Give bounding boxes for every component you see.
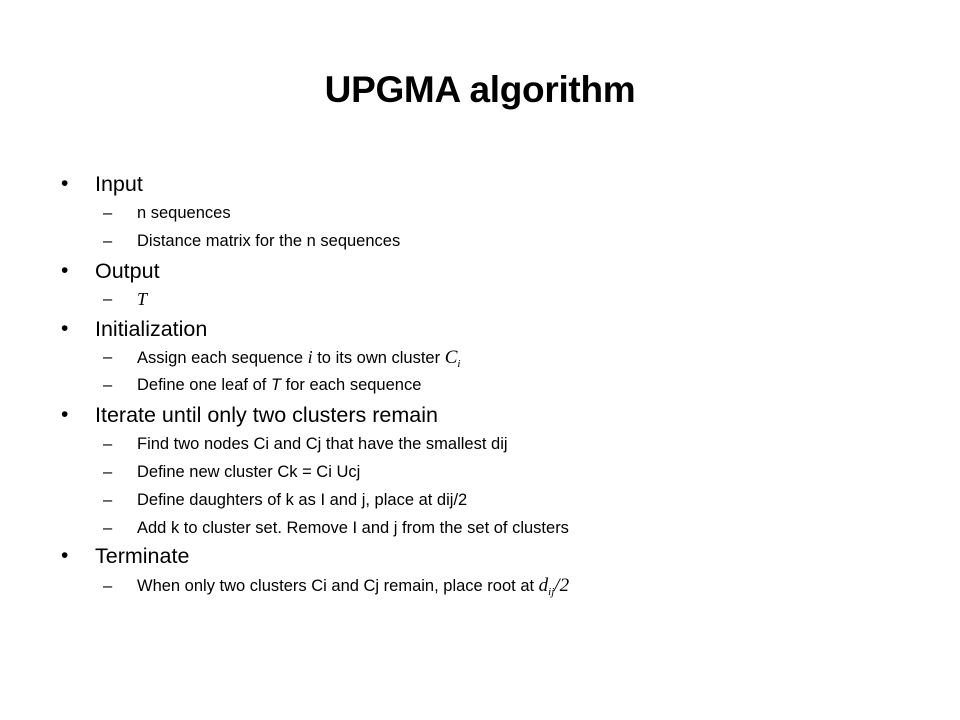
sub-bullet-output-t bbox=[103, 288, 148, 311]
text-fragment: Define one leaf of bbox=[137, 376, 271, 394]
sub-bullet-add-remove bbox=[103, 517, 569, 539]
text-fragment: Assign each sequence bbox=[137, 349, 308, 367]
bullet-text: Input bbox=[95, 172, 143, 196]
math-variable-t: T bbox=[270, 376, 282, 394]
math-fraction: /2 bbox=[554, 575, 570, 596]
bullet-text: Iterate until only two clusters remain bbox=[95, 403, 438, 427]
dash-icon: – bbox=[103, 435, 113, 453]
text-fragment: for each sequence bbox=[281, 376, 422, 394]
math-variable-d: d bbox=[538, 575, 549, 596]
slide-title: UPGMA algorithm bbox=[324, 69, 636, 110]
dash-icon: – bbox=[103, 491, 113, 509]
bullet-output bbox=[61, 257, 160, 285]
bullet-initialization bbox=[61, 315, 208, 343]
math-variable-i: i bbox=[307, 347, 313, 367]
dash-icon: – bbox=[103, 519, 113, 537]
bullet-icon: • bbox=[61, 544, 69, 567]
text-fragment: to its own cluster bbox=[312, 349, 445, 367]
dash-icon: – bbox=[103, 463, 113, 481]
bullet-icon: • bbox=[61, 403, 69, 426]
sub-bullet-text: Define daughters of k as I and j, place at dij/2 bbox=[137, 491, 468, 509]
math-variable-c: C bbox=[444, 347, 458, 368]
bullet-text: Terminate bbox=[95, 544, 190, 568]
sub-bullet-find-nodes bbox=[103, 433, 508, 455]
dash-icon: – bbox=[103, 577, 113, 595]
sub-bullet-new-cluster bbox=[103, 461, 361, 483]
sub-bullet-text: n sequences bbox=[137, 204, 231, 222]
bullet-input bbox=[61, 170, 143, 198]
sub-bullet-text: Distance matrix for the n sequences bbox=[137, 232, 401, 250]
dash-icon: – bbox=[103, 290, 113, 308]
bullet-iterate bbox=[61, 401, 438, 429]
dash-icon: – bbox=[103, 204, 113, 222]
bullet-text: Output bbox=[95, 259, 160, 283]
sub-bullet-place-root bbox=[103, 575, 570, 603]
sub-bullet-n-sequences bbox=[103, 202, 231, 224]
sub-bullet-text: Find two nodes Ci and Cj that have the smallest dij bbox=[137, 435, 508, 453]
dash-icon: – bbox=[103, 348, 113, 366]
bullet-icon: • bbox=[61, 259, 69, 282]
sub-bullet-define-leaf bbox=[103, 374, 422, 396]
sub-bullet-text: Define new cluster Ck = Ci Ucj bbox=[137, 463, 361, 481]
bullet-terminate bbox=[61, 542, 190, 570]
dash-icon: – bbox=[103, 376, 113, 394]
math-variable-t: T bbox=[137, 289, 148, 309]
sub-bullet-distance-matrix bbox=[103, 230, 401, 252]
bullet-icon: • bbox=[61, 172, 69, 195]
bullet-text: Initialization bbox=[95, 317, 208, 341]
bullet-icon: • bbox=[61, 317, 69, 340]
dash-icon: – bbox=[103, 232, 113, 250]
sub-bullet-assign-sequence bbox=[103, 346, 461, 375]
math-subscript: ij bbox=[548, 586, 555, 598]
sub-bullet-text: Add k to cluster set. Remove I and j from the set of clusters bbox=[137, 519, 569, 537]
text-fragment: When only two clusters Ci and Cj remain, place root at bbox=[137, 577, 539, 595]
math-subscript: i bbox=[457, 358, 461, 370]
sub-bullet-daughters bbox=[103, 489, 468, 511]
